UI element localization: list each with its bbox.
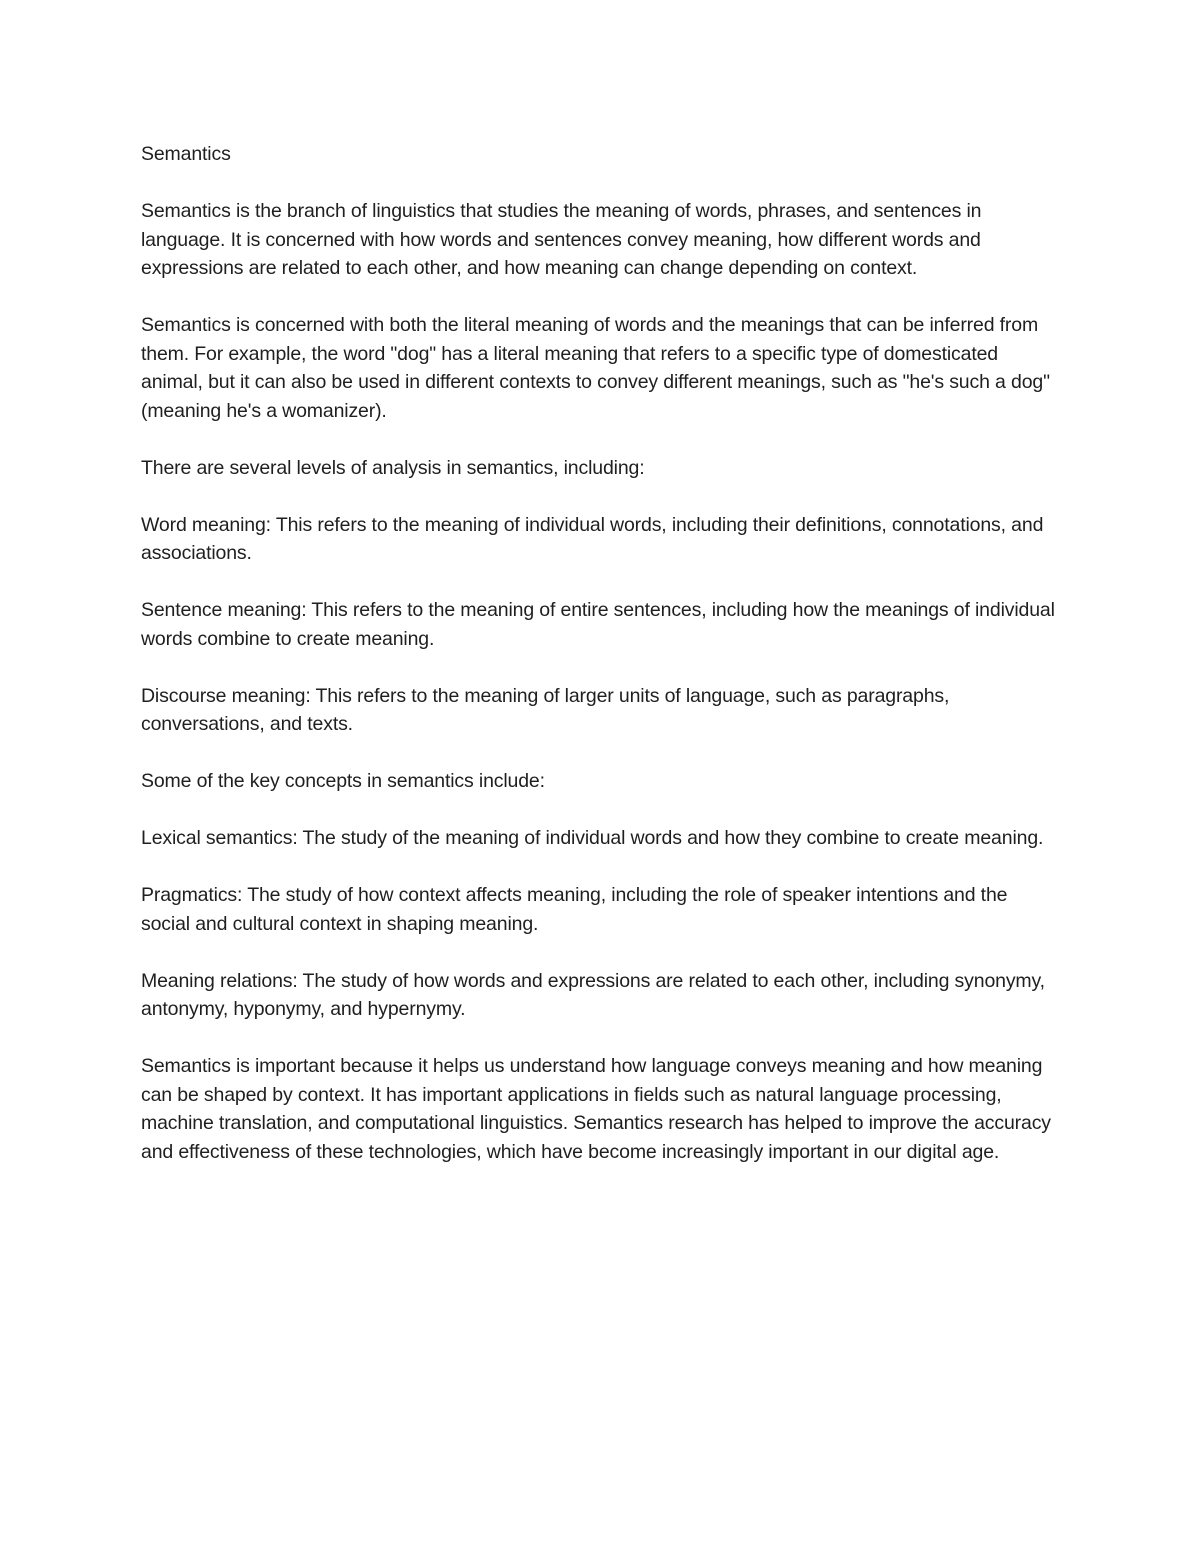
paragraph-discourse-meaning: Discourse meaning: This refers to the meaning of larger units of language, such as paragraphs, conversations, and texts.: [141, 684, 950, 735]
document-title: Semantics: [141, 143, 231, 165]
paragraph-importance: Semantics is important because it helps us understand how language conveys meaning and how meaning can be shaped by context. It has important applications in fields such as natural language processing, machine translation, and computational linguistics. Semantics research has helped to improve the accuracy and effectiveness of these technologies, which have become increasingly important in our digital age.: [141, 1055, 1051, 1163]
paragraph-word-meaning: Word meaning: This refers to the meaning of individual words, including their definitions, connotations, and associations.: [141, 513, 1044, 564]
paragraph-intro: Semantics is the branch of linguistics that studies the meaning of words, phrases, and sentences in language. It is concerned with how words and sentences convey meaning, how different words and expressions are related to each other, and how meaning can change depending on context.: [141, 200, 982, 279]
paragraph-pragmatics: Pragmatics: The study of how context affects meaning, including the role of speaker intentions and the social and cultural context in shaping meaning.: [141, 884, 1008, 935]
paragraph-levels-intro: There are several levels of analysis in semantics, including:: [141, 456, 645, 479]
document-body: [141, 140, 1061, 1195]
paragraph-key-concepts-intro: Some of the key concepts in semantics include:: [141, 770, 545, 792]
paragraph-lexical-semantics: Lexical semantics: The study of the meaning of individual words and how they combine to create meaning.: [141, 827, 1044, 849]
paragraph-literal-meaning: Semantics is concerned with both the literal meaning of words and the meanings that can be inferred from them. For example, the word "dog" has a literal meaning that refers to a specific type of domesticated animal, but it can also be used in different contexts to convey different meanings, such as "he's such a dog" (meaning he's a womanizer).: [141, 314, 1050, 422]
paragraph-sentence-meaning: Sentence meaning: This refers to the meaning of entire sentences, including how the meanings of individual words combine to create meaning.: [141, 599, 1055, 650]
paragraph-meaning-relations: Meaning relations: The study of how words and expressions are related to each other, including synonymy, antonymy, hyponymy, and hypernymy.: [141, 969, 1045, 1020]
